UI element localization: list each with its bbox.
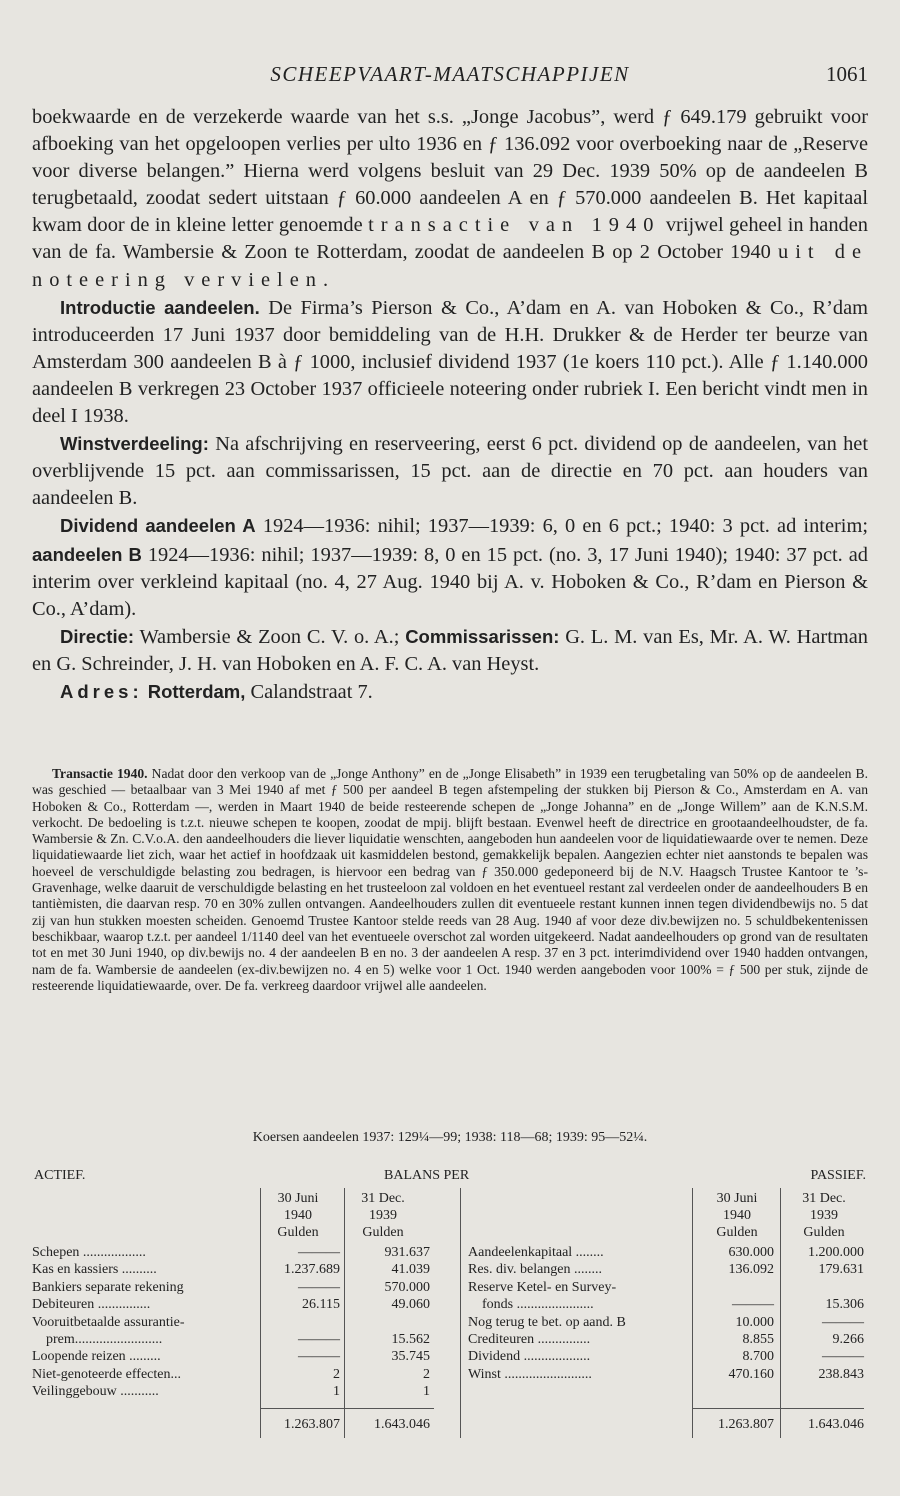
actief-row-1939: 15.562 xyxy=(391,1332,430,1347)
column-rule xyxy=(460,1188,461,1438)
actief-row-label: prem......................... xyxy=(32,1332,163,1347)
actief-row-1940: 2 xyxy=(333,1366,340,1382)
actief-row xyxy=(32,1261,434,1278)
col-head-line: 1940 xyxy=(723,1208,751,1223)
actief-row-1939: 35.745 xyxy=(391,1349,430,1365)
section-label: Dividend aandeelen A xyxy=(60,515,256,537)
passief-row-1939: ——— xyxy=(822,1314,864,1330)
actief-row xyxy=(32,1314,434,1331)
col-head-line: Gulden xyxy=(803,1225,845,1240)
section-label: Introductie aandeelen. xyxy=(60,296,260,318)
actief-row xyxy=(32,1279,434,1296)
page-number: 1061 xyxy=(826,62,868,86)
col-head-line: 31 Dec. xyxy=(802,1191,846,1206)
actief-row-label: Veilinggebouw ........... xyxy=(32,1384,159,1400)
spaced-text: transactie van 1940 xyxy=(368,214,661,237)
passief-row-1940: ——— xyxy=(732,1297,774,1313)
passief-label: PASSIEF. xyxy=(810,1168,866,1183)
passief-row-1939: 1.200.000 xyxy=(808,1245,864,1260)
actief-row-1940: 26.115 xyxy=(302,1297,340,1313)
passief-total-rule xyxy=(692,1408,864,1409)
col-head-line: Gulden xyxy=(277,1225,319,1240)
passief-row-1939: 15.306 xyxy=(825,1297,864,1313)
actief-row-1940: 1.237.689 xyxy=(284,1262,340,1278)
passief-total-1939: 1.643.046 xyxy=(808,1417,864,1432)
spaced-text: uit de noteering vervielen. xyxy=(32,241,868,291)
actief-row-1939: 41.039 xyxy=(391,1262,430,1278)
section-label: aandeelen B xyxy=(32,543,142,565)
koersen-line: Koersen aandeelen 1937: 129¼—99; 1938: 118—68; 1939: 95—52¼. xyxy=(252,1130,648,1145)
passief-row-1940: 136.092 xyxy=(728,1262,774,1278)
main-text xyxy=(32,104,868,706)
passief-row-label: Aandeelenkapitaal ........ xyxy=(468,1245,604,1260)
col-head-line: 31 Dec. xyxy=(361,1191,405,1206)
actief-row-label: Kas en kassiers .......... xyxy=(32,1262,157,1278)
paragraph-introductie xyxy=(32,294,868,430)
actief-row-label: Debiteuren ............... xyxy=(32,1297,151,1313)
paragraph-kapitaal xyxy=(32,104,868,294)
paragraph-text: G. L. M. van Es, Mr. A. W. Hartman en G. Schreinder, J. H. van Hoboken en A. F. C. A. van Heyst. xyxy=(32,625,868,675)
col-head-line: 1940 xyxy=(284,1208,312,1223)
section-label: Adres: xyxy=(60,680,143,702)
small-paragraph xyxy=(32,766,868,994)
actief-row xyxy=(32,1348,434,1365)
passief-row-label: fonds ...................... xyxy=(468,1297,594,1313)
actief-total-1939: 1.643.046 xyxy=(374,1417,430,1432)
actief-row-label: Vooruitbetaalde assurantie- xyxy=(32,1314,185,1330)
balance-header xyxy=(32,1167,868,1187)
passief-row-1939: 238.843 xyxy=(818,1366,864,1382)
passief-row xyxy=(468,1348,864,1365)
passief-row-1940: 630.000 xyxy=(728,1245,774,1260)
passief-total-1940: 1.263.807 xyxy=(718,1417,774,1432)
passief-row-label: Res. div. belangen ........ xyxy=(468,1262,603,1278)
running-title: SCHEEPVAART-MAATSCHAPPIJEN xyxy=(270,62,630,86)
paragraph-text: 1924—1936: nihil; 1937—1939: 6, 0 en 6 pct.; 1940: 3 pct. ad interim; xyxy=(255,515,868,538)
passief-row-1939: 179.631 xyxy=(818,1262,864,1278)
actief-total-row xyxy=(260,1416,434,1433)
passief-row xyxy=(468,1366,864,1383)
passief-row xyxy=(468,1296,864,1313)
balance-title: BALANS PER xyxy=(384,1168,470,1183)
actief-row-1939: 1 xyxy=(423,1384,430,1400)
passief-total-row xyxy=(692,1416,864,1433)
passief-col2-head xyxy=(784,1190,864,1241)
actief-row-1939: 2 xyxy=(423,1366,430,1382)
actief-row-label: Schepen .................. xyxy=(32,1245,146,1260)
paragraph-winstverdeeling xyxy=(32,430,868,512)
passief-row-label: Winst ......................... xyxy=(468,1366,592,1382)
passief-row-label: Dividend ................... xyxy=(468,1349,591,1365)
passief-row-1939: 9.266 xyxy=(832,1332,864,1347)
paragraph-text: Wambersie & Zoon C. V. o. A.; xyxy=(134,625,406,648)
actief-row-label: Niet-genoteerde effecten... xyxy=(32,1366,181,1382)
passief-row-label: Crediteuren ............... xyxy=(468,1332,591,1347)
paragraph-adres xyxy=(32,678,868,706)
actief-row xyxy=(32,1366,434,1383)
section-label: Commissarissen: xyxy=(405,625,560,647)
passief-row-1940: 470.160 xyxy=(728,1366,774,1382)
paragraph-text: boekwaarde en de verzekerde waarde van het s.s. „Jonge Jacobus”, werd ƒ 649.179 gebruikt voor afboeking van het opgeloopen verlies per ulto 1936 en ƒ 136.092 voor overboeking naar de „Reserve voor diverse belangen.” Hierna werd volgens besluit van 29 Dec. 1939 50% op de aandeelen B terugbetaald, zoodat sedert uitstaan ƒ 60.000 aandeelen A en ƒ 570.000 aandeelen B. Het kapitaal kwam door de in kleine letter genoemde xyxy=(32,106,868,237)
actief-row xyxy=(32,1296,434,1313)
small-text: Nadat door den verkoop van de „Jonge Anthony” en de „Jonge Elisabeth” in 1939 een terugbetaling van 50% op de aandeelen B. was geschied — betaalbaar van 3 Mei 1940 af met ƒ 500 per aandeel B tegen afstempeling der stukken bij Pierson & Co., Amsterdam en A. van Hoboken & Co., Rotterdam —, werden in Maart 1940 de beide resteerende schepen de „Jonge Johanna” en de „Jonge Willem” aan de K.N.S.M. verkocht. De bedoeling is t.z.t. nieuwe schepen te koopen, zoodat de mpij. blijft bestaan. Evenwel heeft de directrice en grootaandeelhoudster, de fa. Wambersie & Zn. C.V.o.A. den aandeelhouders die liever liquidatie wenschten, aangeboden hun aandeelen voor de liquidatiewaarde over te nemen. Deze liquidatiewaarde liet zich, waar het actief in hoofdzaak uit kasmiddelen bestond, gemakkelijk bepalen. Aangezien echter niet aanstonds te bepalen was hoeveel de verschuldigde belasting zou bedragen, is hiervoor een bedrag van ƒ 350.000 gedeponeerd bij de N.V. Haagsch Trustee Kantoor te ’s-Gravenhage, welke daaruit de verschuldigde belasting en het trusteeloon zal voldoen en het eventueel restant zal verdeelen onder de aandeelhouders B en tantièmisten, die daarvan resp. 70 en 30% zullen ontvangen. Aandeelhouders zullen dit eventueele restant kunnen innen tegen dividendbewijs no. 5 dat zij van hun stukken moesten scheiden. Genoemd Trustee Kantoor stelde reeds van 28 Aug. 1940 af voor deze div.bewijzen no. 5 schuldbekentenissen beschikbaar, waarop t.z.t. per aandeel 1/1140 deel van het eventueele overschot zal worden uitgekeerd. Nadat aandeelhouders op grond van de resultaten tot en met 30 Juni 1940, op div.bewijs no. 4 der aandeelen B en no. 3 der aandeelen A resp. 37 en 3 pct. interimdividend over 1940 hadden ontvangen, nam de fa. Wambersie de aandeelen (ex-div.bewijzen no. 4 en 5) welke voor 1 Oct. 1940 werden aangeboden voor 100% = ƒ 500 per stuk, zijnde de resteerende liquidatiewaarde, over. De fa. verkreeg daardoor vrijwel alle aandeelen. xyxy=(32,766,868,993)
passief-row xyxy=(468,1314,864,1331)
col-head-line: Gulden xyxy=(716,1225,758,1240)
section-label: Directie: xyxy=(60,625,135,647)
col-head-line: 1939 xyxy=(369,1208,397,1223)
paragraph-dividend xyxy=(32,512,868,622)
actief-row-1939: 49.060 xyxy=(391,1297,430,1313)
passief-row xyxy=(468,1331,864,1348)
passief-row xyxy=(468,1261,864,1278)
col-head-line: Gulden xyxy=(362,1225,404,1240)
col-head-line: 1939 xyxy=(810,1208,838,1223)
passief-col1-head xyxy=(697,1190,777,1241)
passief-row-1940: 8.700 xyxy=(742,1349,774,1365)
actief-row-1939: 570.000 xyxy=(384,1279,430,1295)
passief-row-label: Reserve Ketel- en Survey- xyxy=(468,1279,617,1295)
paragraph-text: Na afschrijving en reserveering, eerst 6 pct. dividend op de aandeelen, van het overblijvende 15 pct. aan commissarissen, 15 pct. aan de directie en 70 pct. aan houders van aandeelen B. xyxy=(32,433,868,510)
actief-row xyxy=(32,1383,434,1400)
actief-row-1940: ——— xyxy=(298,1279,340,1295)
actief-row-label: Loopende reizen ......... xyxy=(32,1349,161,1365)
section-label: Winstverdeeling: xyxy=(60,433,209,455)
passief-row xyxy=(468,1244,864,1261)
actief-row-label: Bankiers separate rekening xyxy=(32,1279,184,1295)
col-head-line: 30 Juni xyxy=(277,1191,319,1206)
actief-row-1940: ——— xyxy=(298,1349,340,1365)
paragraph-text: 1924—1936: nihil; 1937—1939: 8, 0 en 15 pct. (no. 3, 17 Juni 1940); 1940: 37 pct. ad interim over verkleind kapitaal (no. 4, 27 Aug. 1940 bij A. v. Hoboken & Co., R’dam en Pierson & Co., A’dam). xyxy=(32,543,868,620)
page-header xyxy=(32,60,868,90)
actief-label: ACTIEF. xyxy=(34,1168,86,1183)
actief-row-1940: ——— xyxy=(298,1245,340,1260)
actief-row xyxy=(32,1331,434,1348)
actief-row-1940: 1 xyxy=(333,1384,340,1400)
actief-col2-head xyxy=(343,1190,423,1241)
col-head-line: 30 Juni xyxy=(716,1191,758,1206)
passief-row-1940: 8.855 xyxy=(742,1332,774,1347)
passief-row-1939: ——— xyxy=(822,1349,864,1365)
actief-col1-head xyxy=(258,1190,338,1241)
paragraph-directie xyxy=(32,623,868,678)
paragraph-text: vrijwel geheel in handen van de fa. Wambersie & Zoon te Rotterdam, zoodat de aandeelen B op 2 October 1940 xyxy=(32,214,868,264)
actief-row xyxy=(32,1244,434,1261)
small-title: Transactie 1940. xyxy=(52,766,148,781)
actief-row-1940: ——— xyxy=(298,1332,340,1347)
paragraph-text: De Firma’s Pierson & Co., A’dam en A. van Hoboken & Co., R’dam introduceerden 17 Juni 1937 door bemiddeling van de H.H. Drukker & de Herder ter beurze van Amsterdam 300 aandeelen B à ƒ 1000, inclusief dividend 1937 (1e koers 110 pct.). Alle ƒ 1.140.000 aandeelen B verkregen 23 October 1937 officieele noteering onder rubriek I. Een bericht vindt men in deel I 1938. xyxy=(32,296,868,428)
paragraph-text: Calandstraat 7. xyxy=(245,680,373,703)
actief-total-rule xyxy=(260,1408,434,1409)
small-print-transactie xyxy=(32,766,868,994)
actief-total-1940: 1.263.807 xyxy=(284,1417,340,1432)
section-label: Rotterdam, xyxy=(147,680,246,702)
actief-row-1939: 931.637 xyxy=(384,1245,430,1260)
passief-row-1940: 10.000 xyxy=(735,1314,774,1330)
passief-row-label: Nog terug te bet. op aand. B xyxy=(468,1314,626,1330)
passief-row xyxy=(468,1279,864,1296)
